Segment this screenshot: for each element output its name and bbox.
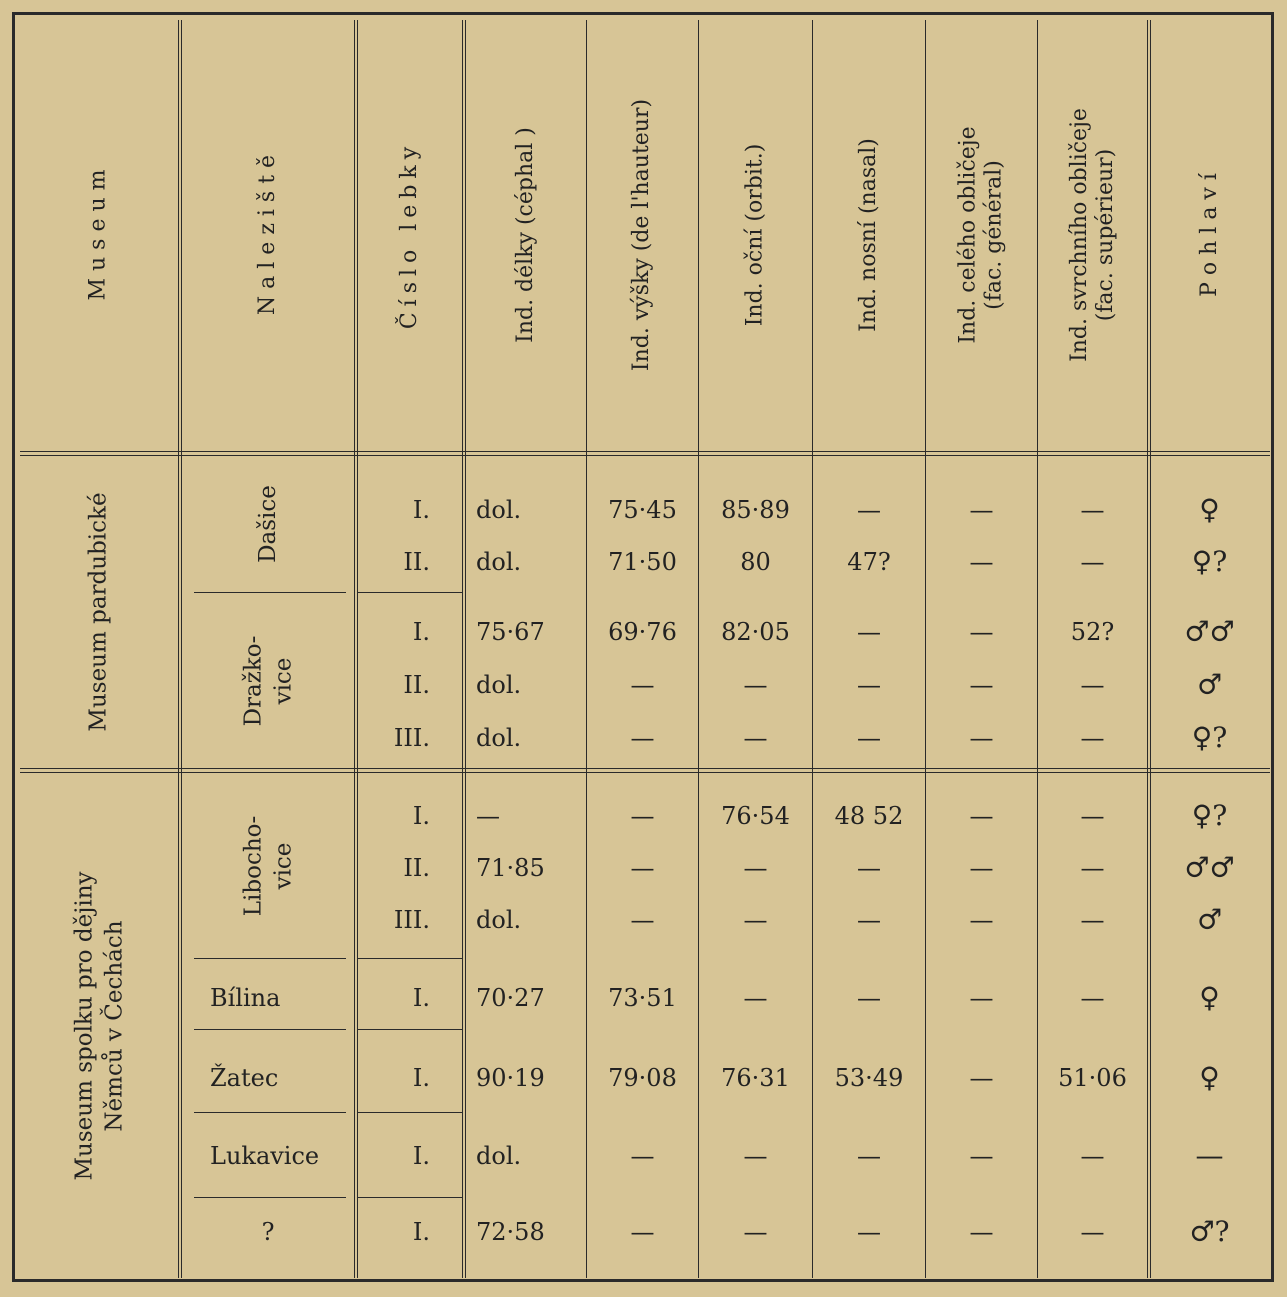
cell-upper: — (1080, 984, 1105, 1012)
header-sex (1151, 20, 1268, 450)
cell-face: — (969, 1064, 994, 1092)
site-lukavice: Lukavice (210, 1142, 320, 1170)
header-museum (20, 20, 178, 450)
cell-face: — (969, 618, 994, 646)
site-rule (358, 1029, 462, 1030)
cell-height: — (630, 802, 655, 830)
cell-num: I. (412, 618, 430, 646)
cell-height: — (630, 724, 655, 752)
cell-face: — (969, 671, 994, 699)
cell-nasal: — (857, 724, 881, 752)
header-ind-height (587, 20, 698, 450)
cell-num: II. (403, 854, 430, 882)
cell-sex: ♂ (1196, 668, 1223, 701)
cell-orbit: 85·89 (721, 496, 790, 524)
header-ind-face-total-line2: (fac. général) (981, 160, 1007, 310)
cell-length: 70·27 (476, 984, 545, 1012)
cell-upper: 52? (1070, 618, 1115, 646)
cell-face: — (969, 854, 994, 882)
site-rule (194, 958, 346, 959)
cell-nasal: — (857, 618, 881, 646)
cell-face: — (969, 548, 994, 576)
cell-face: — (969, 984, 994, 1012)
cell-length: dol. (476, 671, 522, 699)
cell-nasal: — (857, 1218, 881, 1246)
header-site-text: N a l e z i š t ě (255, 154, 280, 316)
site-rule (358, 958, 462, 959)
cell-length: dol. (476, 548, 522, 576)
cell-orbit: 82·05 (721, 618, 790, 646)
cell-height: — (630, 854, 655, 882)
header-ind-face-upper-text (1067, 108, 1119, 362)
header-ind-orbit-text: Ind. oční (orbit.) (742, 143, 768, 327)
cell-nasal: — (857, 906, 881, 934)
site-drazkovice-text (238, 635, 298, 726)
cell-upper: — (1080, 671, 1105, 699)
cell-orbit: 76·31 (721, 1064, 790, 1092)
cell-upper: — (1080, 906, 1105, 934)
cell-face: — (969, 1218, 994, 1246)
museum-germans-line1: Museum spolku pro dějiny (71, 870, 98, 1181)
site-bilina: Bílina (210, 984, 281, 1012)
site-rule (358, 1197, 462, 1198)
site-libochovice-text (238, 815, 298, 916)
cell-height: — (630, 1218, 655, 1246)
header-ind-nasal-text: Ind. nosní (nasal) (856, 138, 882, 332)
header-ind-face-total-text (956, 126, 1008, 343)
cell-face: — (969, 906, 994, 934)
site-libochovice-line2: vice (269, 842, 296, 889)
cell-num: II. (403, 548, 430, 576)
cell-orbit: — (743, 724, 768, 752)
cell-upper: — (1080, 1218, 1105, 1246)
cell-orbit: — (743, 906, 768, 934)
site-libochovice (182, 773, 354, 958)
museum-pardubice-text: Museum pardubické (86, 492, 112, 732)
header-sex-text: P o h l a v í (1196, 173, 1222, 297)
cell-sex: ♀ (1199, 981, 1220, 1014)
cell-face: — (969, 1142, 994, 1170)
cell-height: — (630, 671, 655, 699)
cell-upper: — (1080, 802, 1105, 830)
header-ind-face-total-line1: Ind. celého obličeje (955, 126, 981, 344)
cell-height: 71·50 (608, 548, 677, 576)
site-dasice (182, 456, 354, 592)
cell-nasal: — (857, 496, 881, 524)
cell-height: — (630, 906, 655, 934)
cell-height: 73·51 (608, 984, 677, 1012)
cell-num: I. (412, 496, 430, 524)
site-drazkovice-line1: Dražko- (239, 635, 266, 726)
cell-num: III. (393, 906, 430, 934)
cell-orbit: — (743, 1218, 768, 1246)
cell-orbit: — (743, 854, 768, 882)
site-rule (358, 1112, 462, 1113)
site-drazkovice (182, 593, 354, 768)
site-rule (194, 1029, 346, 1030)
cell-upper: — (1080, 1142, 1105, 1170)
site-libochovice-line1: Libocho- (239, 815, 266, 916)
cell-sex: ♂? (1189, 1215, 1230, 1248)
cell-height: 75·45 (608, 496, 677, 524)
cell-orbit: — (743, 984, 768, 1012)
site-zatec: Žatec (210, 1064, 279, 1092)
cell-num: III. (393, 724, 430, 752)
site-rule (194, 1197, 346, 1198)
header-ind-orbit (699, 20, 812, 450)
cell-upper: — (1080, 854, 1105, 882)
site-rule (194, 1112, 346, 1113)
header-ind-height-text: Ind. výšky (de l'hauteur) (629, 98, 655, 372)
cell-sex: ♂♂ (1184, 851, 1235, 884)
site-unknown: ? (261, 1218, 275, 1246)
cell-nasal: 53·49 (834, 1064, 904, 1092)
cell-num: I. (412, 984, 430, 1012)
cell-nasal: — (857, 984, 881, 1012)
cell-nasal: 47? (847, 548, 891, 576)
cell-upper: 51·06 (1058, 1064, 1127, 1092)
cell-upper: — (1080, 496, 1105, 524)
cell-orbit: — (743, 671, 768, 699)
cell-length: 72·58 (476, 1218, 545, 1246)
header-museum-text: M u s e u m (85, 169, 111, 301)
cell-face: — (969, 802, 994, 830)
cell-length: dol. (476, 1142, 522, 1170)
cell-face: — (969, 496, 994, 524)
cell-nasal: — (857, 671, 881, 699)
header-ind-nasal (813, 20, 925, 450)
site-drazkovice-line2: vice (269, 657, 296, 704)
cell-upper: — (1080, 548, 1105, 576)
cell-sex: ♀? (1191, 545, 1228, 578)
header-ind-length (466, 20, 586, 450)
cell-length: dol. (476, 496, 522, 524)
cell-num: I. (412, 1142, 430, 1170)
cell-orbit: 80 (740, 548, 771, 576)
cell-nasal: — (857, 1142, 881, 1170)
cell-length: — (476, 802, 500, 830)
cell-face: — (969, 724, 994, 752)
cell-height: — (630, 1142, 655, 1170)
cell-nasal: 48 52 (834, 802, 904, 830)
header-ind-face-upper-line1: Ind. svrchního obličeje (1066, 108, 1092, 362)
cell-sex: ♀ (1199, 1061, 1220, 1094)
cell-length: 71·85 (476, 854, 545, 882)
cell-num: I. (412, 1218, 430, 1246)
site-dasice-text: Dašice (255, 485, 281, 563)
cell-height: 69·76 (608, 618, 677, 646)
cell-orbit: — (743, 1142, 768, 1170)
cell-sex: ♂ (1196, 903, 1223, 936)
cell-length: 90·19 (476, 1064, 545, 1092)
cell-num: II. (403, 671, 430, 699)
cell-sex: ♀? (1191, 799, 1228, 832)
museum-germans (20, 773, 178, 1278)
cell-upper: — (1080, 724, 1105, 752)
cell-sex: — (1195, 1139, 1224, 1172)
museum-germans-text (69, 871, 129, 1180)
header-ind-length-text: Ind. délky (céphal ) (513, 127, 539, 343)
site-rule (358, 592, 462, 593)
cell-length: dol. (476, 906, 522, 934)
cell-sex: ♀ (1199, 493, 1220, 526)
header-ind-face-upper-line2: (fac. supérieur) (1092, 148, 1118, 322)
cell-nasal: — (857, 854, 881, 882)
header-site (182, 20, 354, 450)
cell-sex: ♀? (1191, 721, 1228, 754)
cell-orbit: 76·54 (721, 802, 790, 830)
cell-height: 79·08 (608, 1064, 677, 1092)
museum-germans-line2: Němců v Čechách (101, 919, 128, 1132)
cell-num: I. (412, 802, 430, 830)
header-skull-number-text: Číslo lebky (397, 140, 422, 330)
cell-length: 75·67 (476, 618, 545, 646)
cell-sex: ♂♂ (1184, 615, 1235, 648)
museum-pardubice (20, 456, 178, 768)
cell-num: I. (412, 1064, 430, 1092)
header-ind-face-upper (1038, 20, 1147, 450)
cell-length: dol. (476, 724, 522, 752)
header-skull-number (358, 20, 462, 450)
header-ind-face-total (926, 20, 1037, 450)
